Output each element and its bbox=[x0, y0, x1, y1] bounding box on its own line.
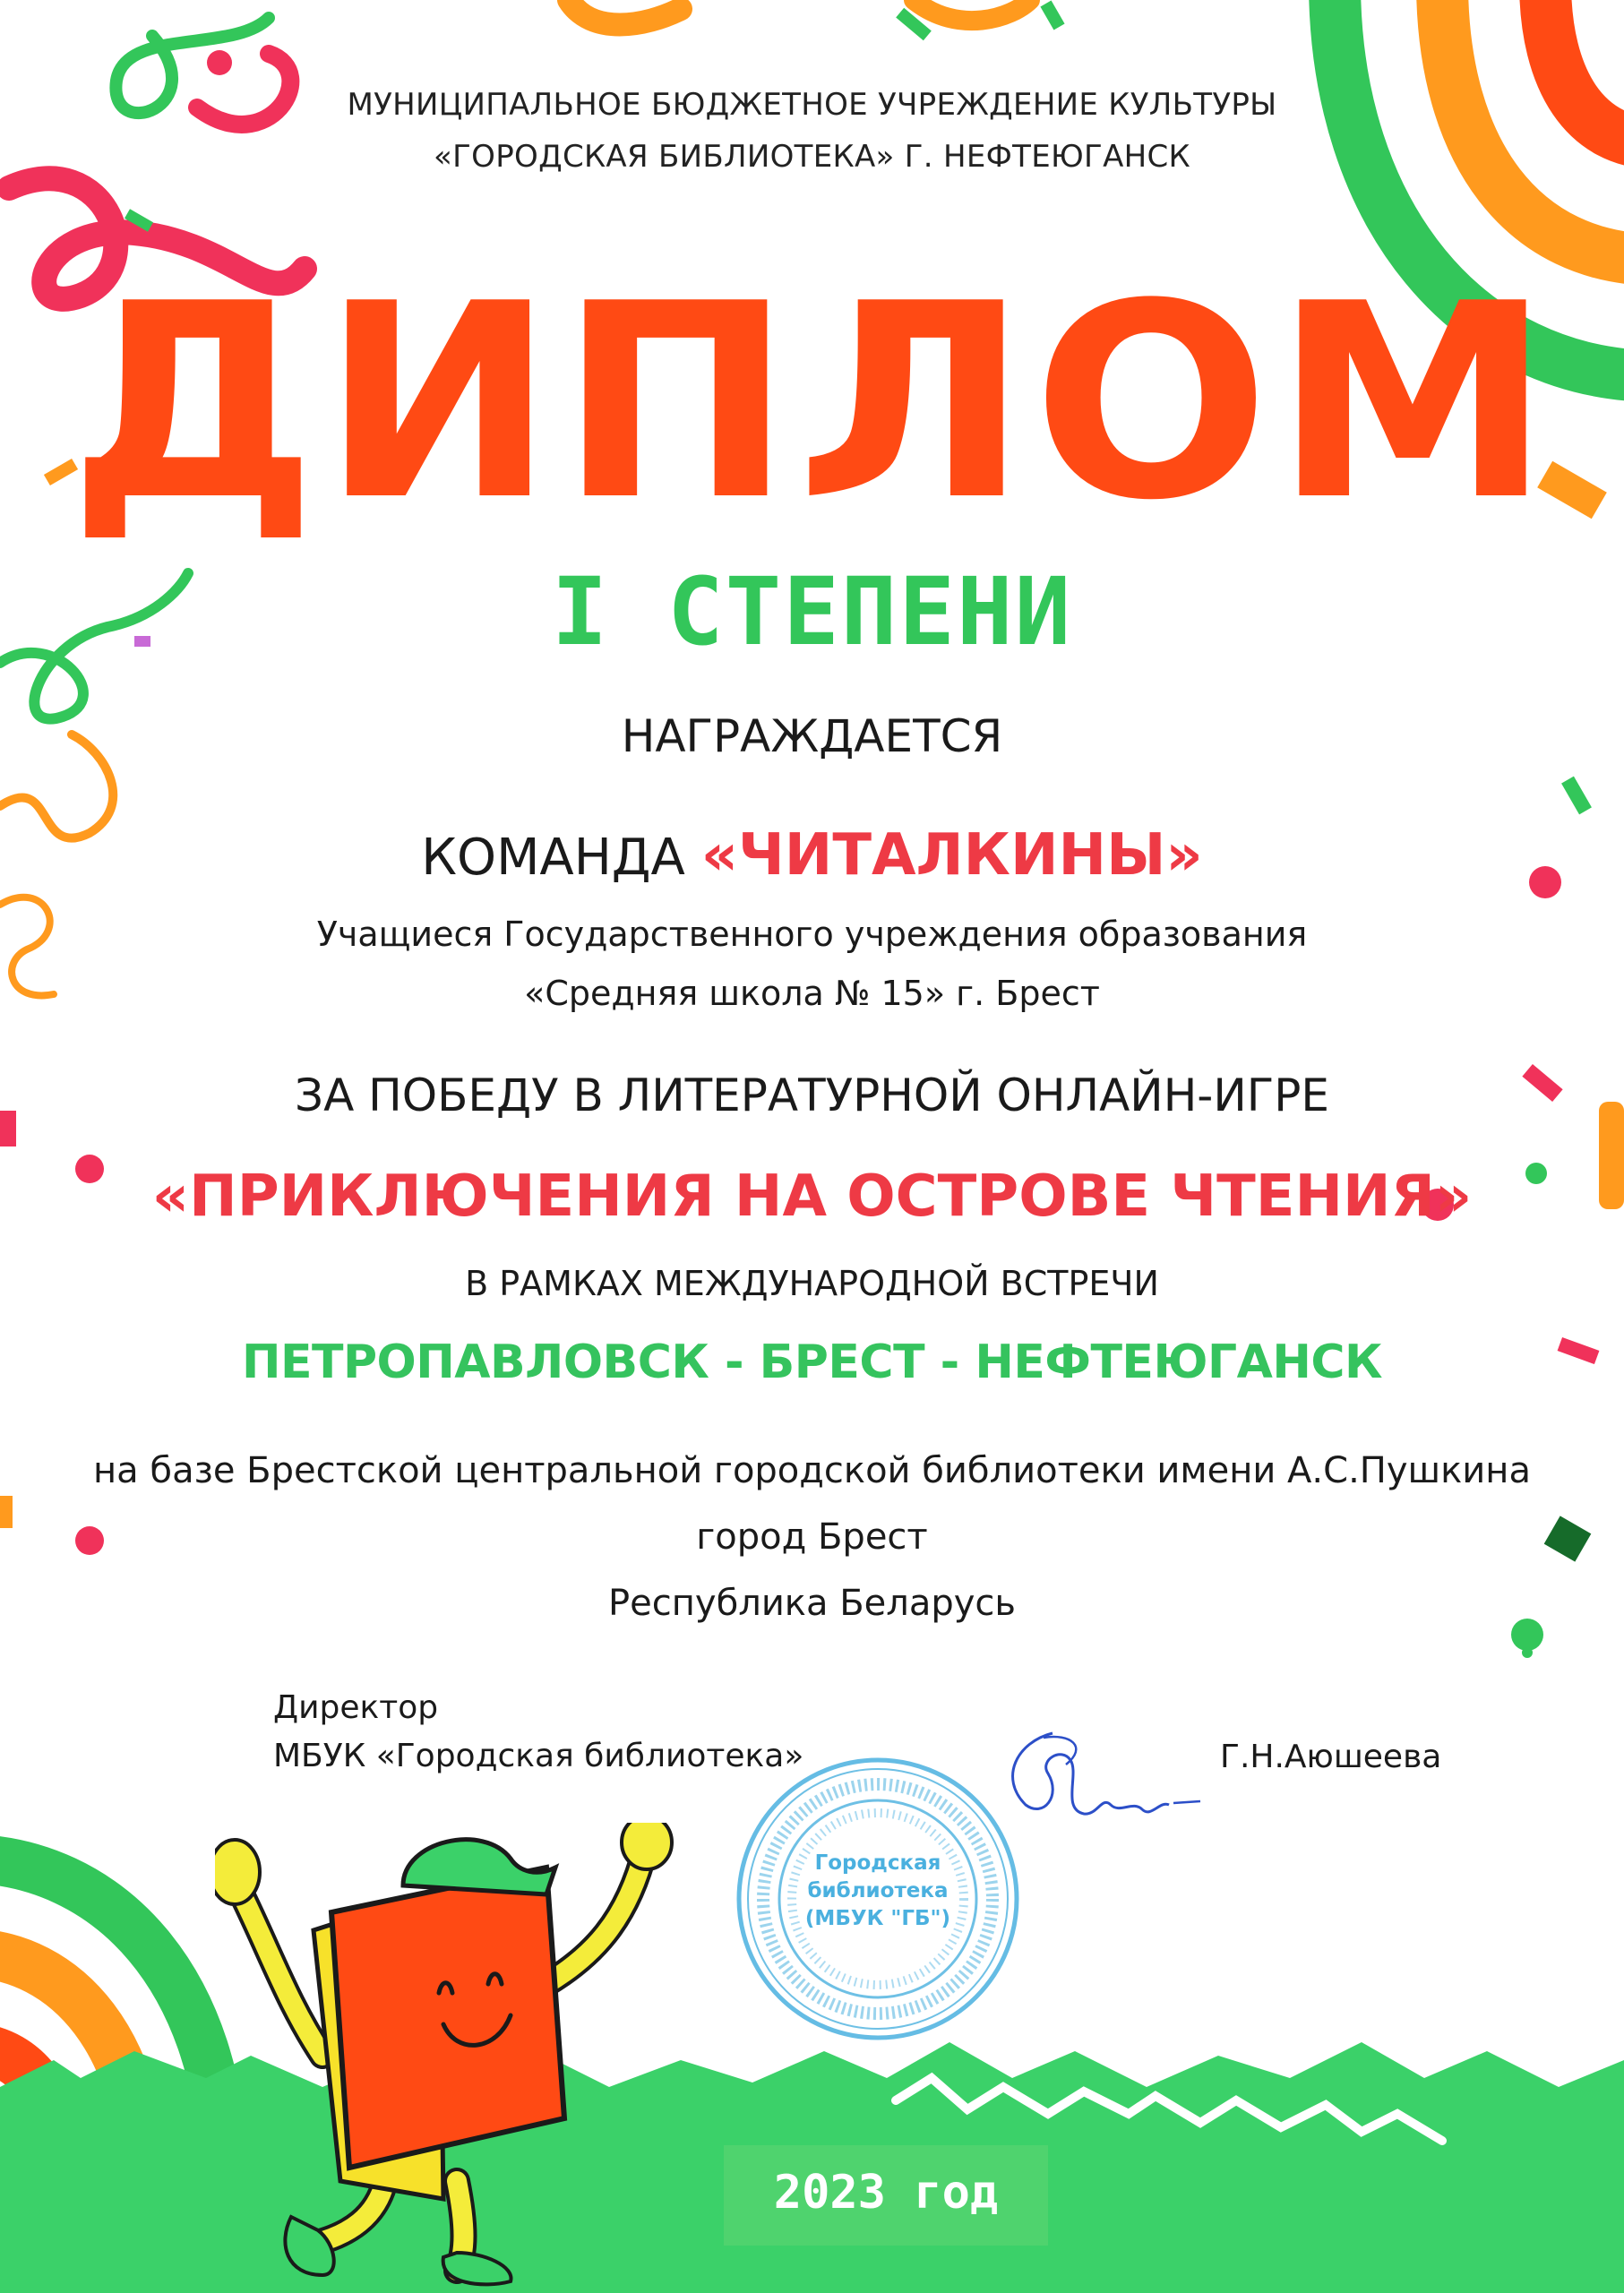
institution-header bbox=[0, 79, 1624, 183]
team-name: «ЧИТАЛКИНЫ» bbox=[700, 822, 1203, 889]
stamp-center-text bbox=[788, 1850, 967, 1933]
header-line-2: «ГОРОДСКАЯ БИБЛИОТЕКА» Г. НЕФТЕЮГАНСК bbox=[434, 139, 1190, 175]
game-name: «ПРИКЛЮЧЕНИЯ НА ОСТРОВЕ ЧТЕНИЯ» bbox=[151, 1164, 1473, 1230]
venue-line-2: город Брест bbox=[696, 1516, 928, 1558]
director-role bbox=[273, 1684, 803, 1781]
stamp-line-3: (МБУК "ГБ") bbox=[804, 1907, 951, 1930]
venue-line-1: на базе Брестской центральной городской библиотеки имени А.С.Пушкина bbox=[93, 1450, 1531, 1491]
team-description bbox=[0, 905, 1624, 1023]
students-line-1: Учащиеся Государственного учреждения образования bbox=[316, 915, 1308, 954]
header-line-1: МУНИЦИПАЛЬНОЕ БЮДЖЕТНОЕ УЧРЕЖДЕНИЕ КУЛЬТУРЫ bbox=[347, 87, 1277, 123]
team-line bbox=[0, 824, 1624, 889]
meeting-cities: ПЕТРОПАВЛОВСК - БРЕСТ - НЕФТЕЮГАНСК bbox=[241, 1335, 1383, 1389]
director-organization: МБУК «Городская библиотека» bbox=[273, 1738, 804, 1774]
book-mascot-illustration bbox=[215, 1823, 717, 2293]
venue-line-3: Республика Беларусь bbox=[608, 1583, 1016, 1624]
handwritten-signature bbox=[999, 1724, 1205, 1841]
degree-label: I СТЕПЕНИ bbox=[551, 557, 1073, 666]
stamp-line-1: Городская bbox=[814, 1851, 941, 1875]
framework-statement: В РАМКАХ МЕЖДУНАРОДНОЙ ВСТРЕЧИ bbox=[465, 1264, 1159, 1303]
victory-statement: ЗА ПОБЕДУ В ЛИТЕРАТУРНОЙ ОНЛАЙН-ИГРЕ bbox=[295, 1069, 1329, 1121]
awarded-label: НАГРАЖДАЕТСЯ bbox=[621, 710, 1003, 762]
director-title: Директор bbox=[273, 1689, 439, 1726]
diploma-title: ДИПЛОМ bbox=[68, 246, 1556, 559]
venue-block bbox=[0, 1438, 1624, 1636]
year-label: 2023 год bbox=[773, 2166, 999, 2220]
signer-name: Г.Н.Аюшеева bbox=[1220, 1739, 1442, 1775]
stamp-line-2: библиотека bbox=[807, 1879, 949, 1902]
team-prefix: КОМАНДА bbox=[421, 829, 685, 887]
students-line-2: «Средняя школа № 15» г. Брест bbox=[524, 974, 1100, 1013]
